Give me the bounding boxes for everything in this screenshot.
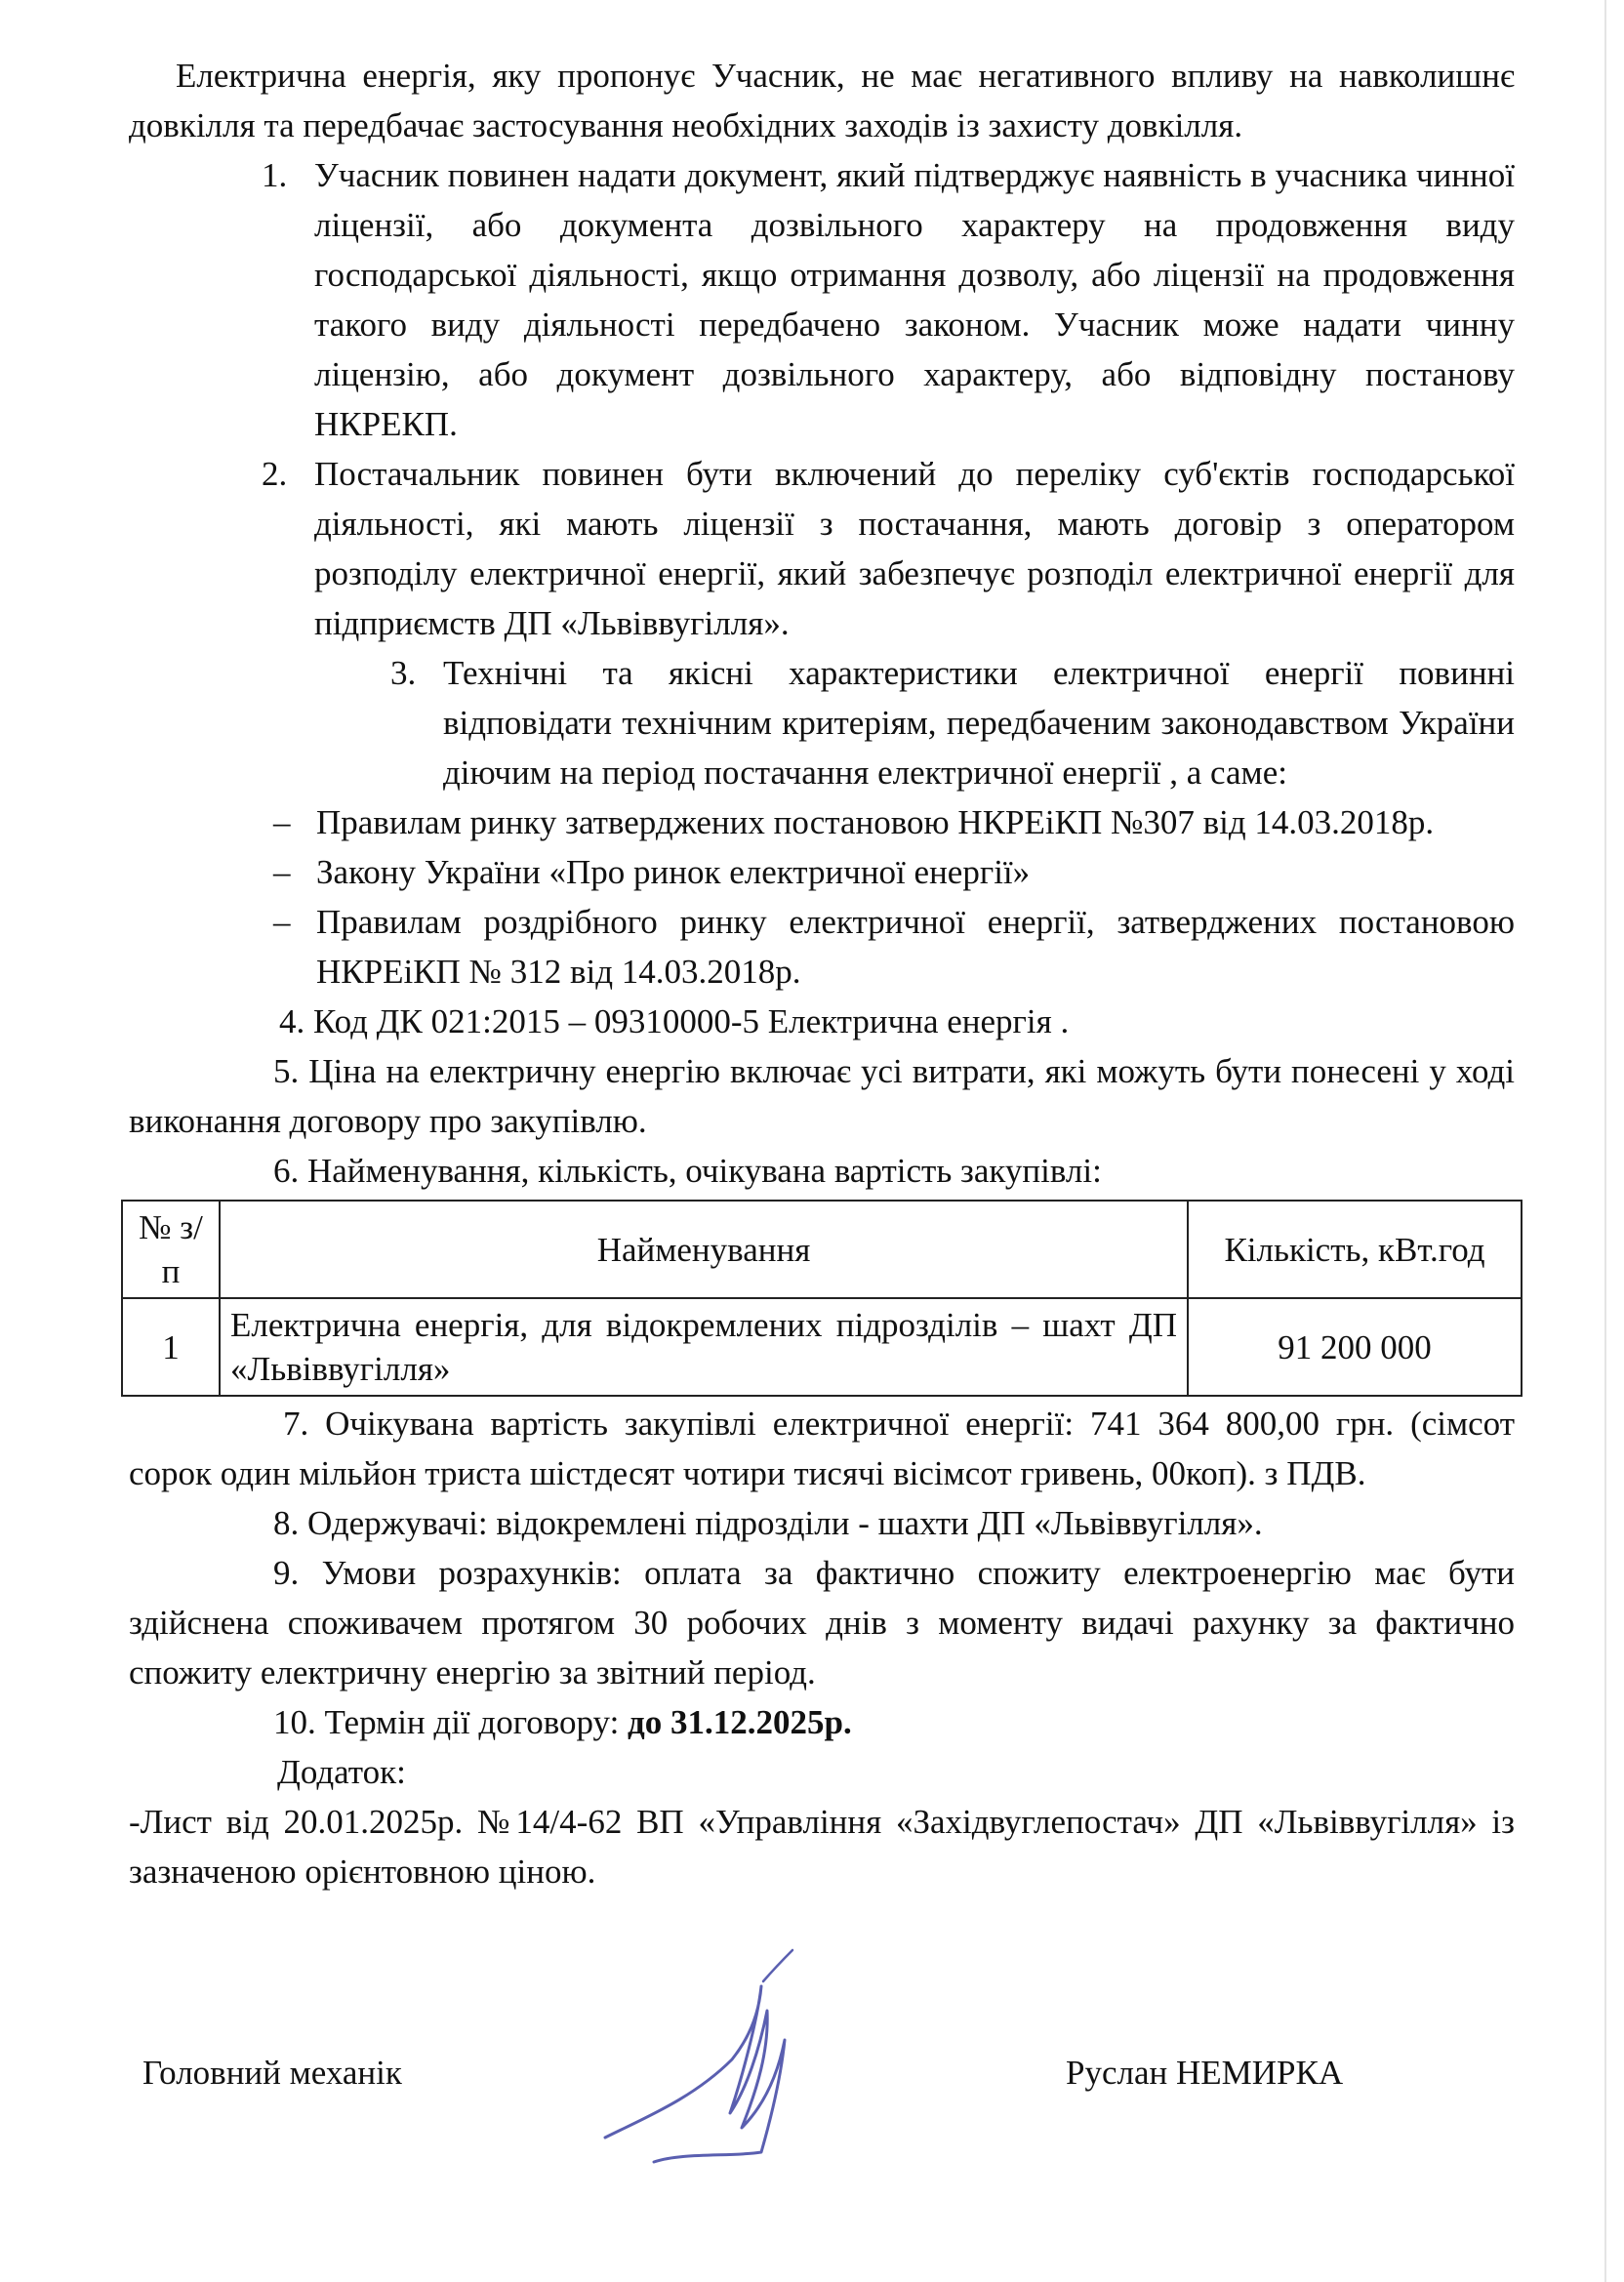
header-name: Найменування xyxy=(220,1201,1188,1298)
cell-name: Електрична енергія, для відокремлених підрозділів – шахт ДП «Львіввугілля» xyxy=(220,1298,1188,1396)
cell-quantity: 91 200 000 xyxy=(1188,1298,1522,1396)
header-quantity: Кількість, кВт.год xyxy=(1188,1201,1522,1298)
document-page xyxy=(129,51,1515,1896)
item-7: 7. Очікувана вартість закупівлі електричної енергії: 741 364 800,00 грн. (сімсот сорок один мільйон триста шістдесят чотири тисячі вісімсот гривень, 00коп). з ПДВ. xyxy=(129,1405,1515,1492)
item-10 xyxy=(129,1697,1515,1747)
dash-text: Правилам роздрібного ринку електричної енергії, затверджених постановою НКРЕіКП № 312 від 14.03.2018р. xyxy=(316,903,1515,991)
item-9: 9. Умови розрахунків: оплата за фактично спожиту електроенергію має бути здійснена споживачем протягом 30 робочих днів з моменту видачі рахунку за фактично спожиту електричну енергію за звітний період. xyxy=(129,1554,1515,1691)
dash-item-2 xyxy=(129,847,1515,897)
header-number: № з/п xyxy=(122,1201,220,1298)
list-text: Постачальник повинен бути включений до переліку суб'єктів господарської діяльності, які мають ліцензії з постачання, мають договір з оператором розподілу електричної енергії, який забезпечує розподіл електричної енергії для підприємств ДП «Львіввугілля». xyxy=(314,455,1515,642)
procurement-table xyxy=(121,1200,1522,1397)
list-item-3 xyxy=(129,648,1515,797)
dash-bullet: – xyxy=(273,803,291,841)
table-header-row xyxy=(122,1201,1522,1298)
handwritten-signature xyxy=(586,1942,839,2196)
item-4: 4. Код ДК 021:2015 – 09310000-5 Електрична енергія . xyxy=(279,1002,1070,1040)
list-text: Учасник повинен надати документ, який підтверджує наявність в учасника чинної ліцензії, або документа дозвільного характеру на продовження виду господарської діяльності, якщо отримання дозволу, або ліцензії на продовження такого виду діяльності передбачено законом. Учасник може надати чинну ліцензію, або документ дозвільного характеру, або відповідну постанову НКРЕКП. xyxy=(314,156,1515,443)
scan-edge xyxy=(1604,0,1606,2282)
dash-item-3 xyxy=(129,897,1515,997)
list-number: 1. xyxy=(262,156,288,194)
dash-bullet: – xyxy=(273,853,291,891)
list-item-1 xyxy=(129,150,1515,449)
item-10-date: до 31.12.2025р. xyxy=(628,1703,852,1741)
item-8: 8. Одержувачі: відокремлені підрозділи - шахти ДП «Львіввугілля». xyxy=(273,1504,1263,1542)
cell-number: 1 xyxy=(122,1298,220,1396)
table-row xyxy=(122,1298,1522,1396)
attachment-label: Додаток: xyxy=(277,1753,406,1791)
list-text: Технічні та якісні характеристики електричної енергії повинні відповідати технічним критеріям, передбаченим законодавством України діючим на період постачання електричної енергії , а саме: xyxy=(443,654,1515,792)
dash-bullet: – xyxy=(273,903,291,941)
attachment-text: -Лист від 20.01.2025р. №14/4-62 ВП «Управління «Західвуглепостач» ДП «Львіввугілля» із зазначеною орієнтовною ціною. xyxy=(129,1803,1515,1891)
dash-text: Закону України «Про ринок електричної енергії» xyxy=(316,853,1031,891)
signer-title: Головний механік xyxy=(142,2054,402,2092)
list-number: 3. xyxy=(390,654,417,692)
item-6: 6. Найменування, кількість, очікувана вартість закупівлі: xyxy=(273,1152,1102,1190)
list-item-2 xyxy=(129,449,1515,648)
dash-text: Правилам ринку затверджених постановою НКРЕіКП №307 від 14.03.2018р. xyxy=(316,803,1435,841)
signer-name: Руслан НЕМИРКА xyxy=(1066,2054,1344,2092)
intro-paragraph: Електрична енергія, яку пропонує Учасник, не має негативного впливу на навколишнє довкілля та передбачає застосування необхідних заходів із захисту довкілля. xyxy=(129,57,1515,144)
list-number: 2. xyxy=(262,455,288,493)
dash-item-1 xyxy=(129,797,1515,847)
item-5: 5. Ціна на електричну енергію включає усі витрати, які можуть бути понесені у ході виконання договору про закупівлю. xyxy=(129,1052,1515,1140)
item-10-label: 10. Термін дії договору: xyxy=(273,1703,620,1741)
